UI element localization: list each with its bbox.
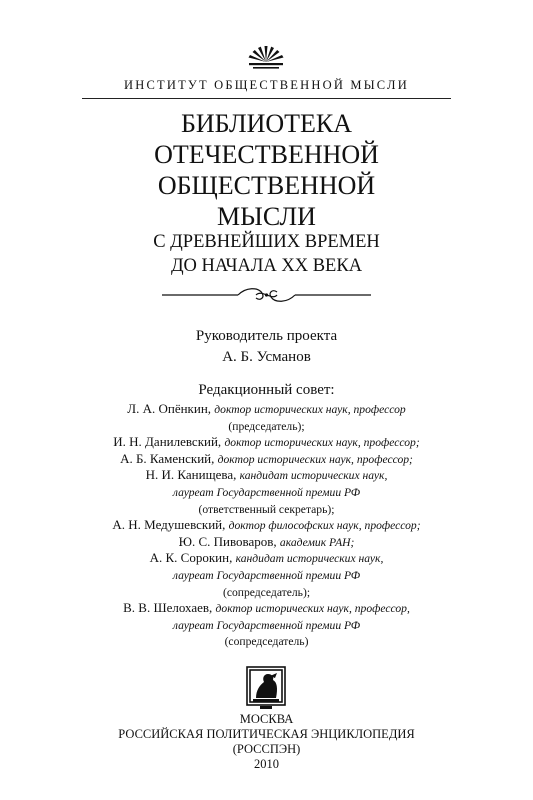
- header-rule: [82, 98, 451, 99]
- member-role: кандидат исторических наук,: [235, 552, 384, 566]
- publisher-city: МОСКВА: [239, 712, 294, 726]
- member-note: (ответственный секретарь);: [198, 502, 335, 516]
- council-line: [0, 600, 533, 617]
- member-role: доктор исторических наук, профессор: [214, 403, 406, 416]
- council-line: [0, 517, 533, 534]
- council-line: [0, 418, 533, 435]
- member-note: (сопредседатель): [224, 635, 309, 649]
- council-line: [0, 617, 533, 634]
- title-line: ОТЕЧЕСТВЕННОЙ: [154, 140, 379, 169]
- member-role: доктор исторических наук, профессор;: [217, 452, 413, 466]
- member-name: И. Н. Данилевский,: [113, 434, 222, 450]
- member-name: Л. А. Опёнкин,: [127, 401, 212, 416]
- member-role: доктор исторических наук, профессор,: [215, 602, 410, 616]
- editorial-council-list: [0, 401, 533, 650]
- council-line: [0, 567, 533, 584]
- book-subtitle: [0, 230, 533, 278]
- council-line: [0, 401, 533, 418]
- member-role: кандидат исторических наук,: [239, 469, 388, 483]
- publication-year: 2010: [254, 757, 279, 771]
- member-name: В. В. Шелохаев,: [123, 600, 213, 616]
- member-note: (председатель);: [228, 419, 305, 433]
- member-note: (сопредседатель);: [222, 585, 311, 599]
- member-name: А. Н. Медушевский,: [112, 517, 226, 533]
- member-role: доктор философских наук, профессор;: [228, 519, 421, 533]
- member-role: лауреат Государственной премии РФ: [172, 618, 361, 632]
- project-leader-name: А. Б. Усманов: [222, 349, 311, 365]
- open-book-logo-icon: [246, 40, 286, 72]
- member-name: Н. И. Канищева,: [145, 467, 237, 483]
- member-name: А. К. Сорокин,: [149, 550, 233, 566]
- council-line: [0, 451, 533, 468]
- title-line: ОБЩЕСТВЕННОЙ: [157, 171, 376, 200]
- member-role: доктор исторических наук, профессор;: [224, 436, 420, 450]
- project-leader-label: Руководитель проекта: [195, 328, 338, 344]
- council-line: [0, 584, 533, 601]
- council-line: [0, 467, 533, 484]
- member-role: академик РАН;: [279, 535, 355, 549]
- book-title: [0, 108, 533, 232]
- member-name: Ю. С. Пивоваров,: [178, 533, 277, 549]
- institute-name: ИНСТИТУТ ОБЩЕСТВЕННОЙ МЫСЛИ: [124, 78, 409, 92]
- subtitle-line: ДО НАЧАЛА XX ВЕКА: [170, 256, 363, 276]
- council-line: [0, 633, 533, 650]
- title-line: БИБЛИОТЕКА: [180, 109, 353, 138]
- editorial-council-title: Редакционный совет:: [198, 382, 335, 398]
- subtitle-line: С ДРЕВНЕЙШИХ ВРЕМЕН: [153, 232, 380, 252]
- publisher-block: [0, 712, 533, 772]
- council-line: [0, 434, 533, 451]
- publisher-name: РОССИЙСКАЯ ПОЛИТИЧЕСКАЯ ЭНЦИКЛОПЕДИЯ: [118, 727, 415, 741]
- council-line: [0, 534, 533, 551]
- council-line: [0, 550, 533, 567]
- council-line: [0, 501, 533, 518]
- member-role: лауреат Государственной премии РФ: [172, 568, 361, 582]
- publisher-emblem-icon: [244, 664, 288, 712]
- member-name: А. Б. Каменский,: [120, 450, 215, 466]
- publisher-abbreviation: (РОССПЭН): [232, 742, 301, 756]
- member-role: лауреат Государственной премии РФ: [172, 485, 361, 499]
- ornament-divider-icon: [162, 284, 371, 306]
- title-line: МЫСЛИ: [217, 202, 316, 231]
- council-line: [0, 484, 533, 501]
